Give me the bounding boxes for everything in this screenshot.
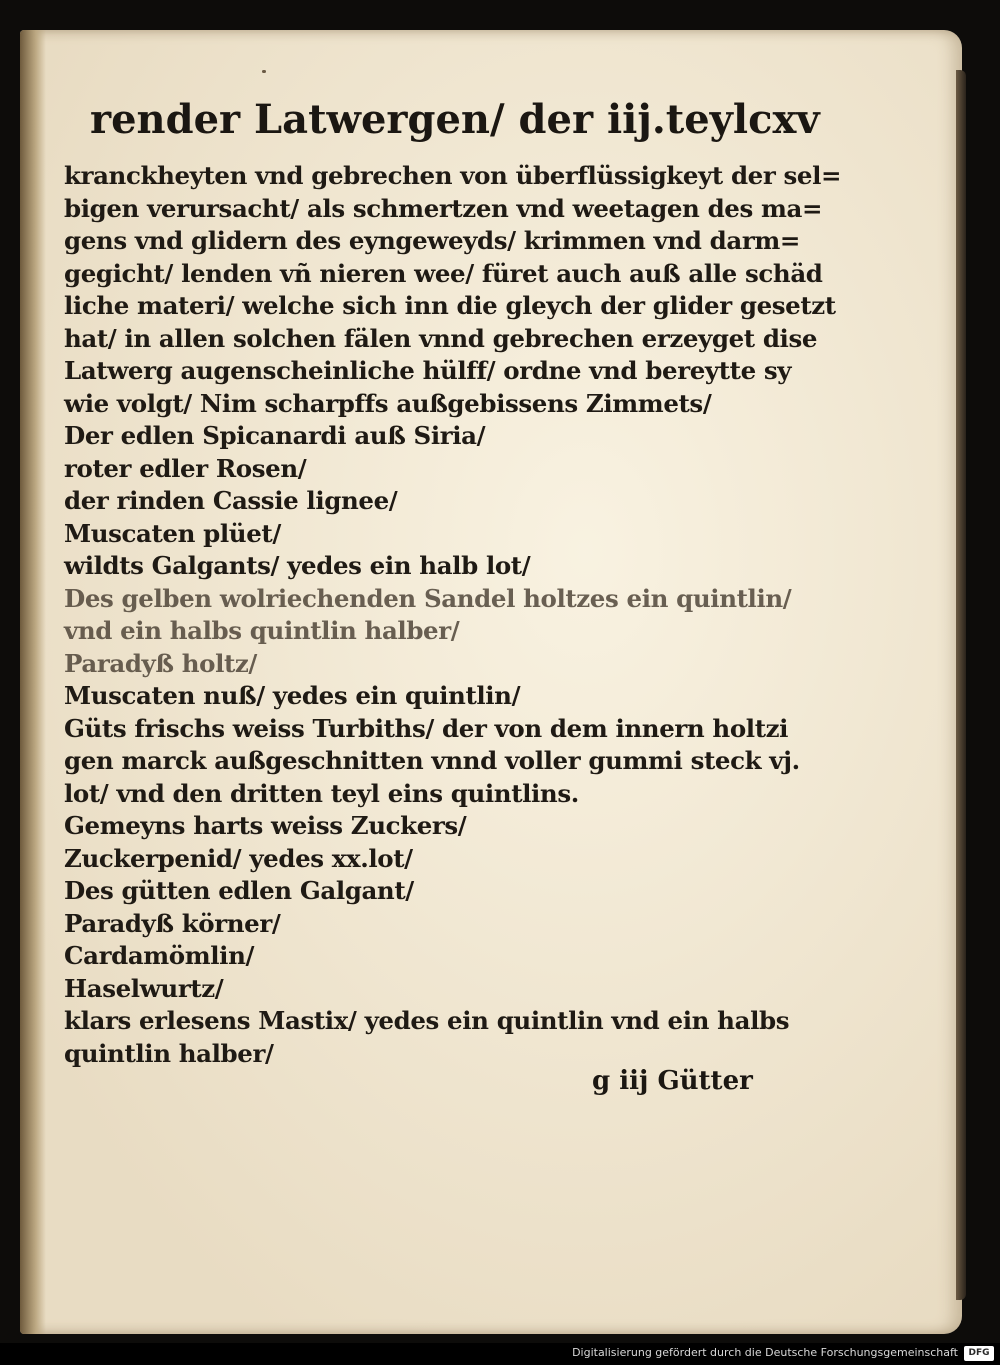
text-line: gens vnd glidern des eyngeweyds/ krimmen vnd darm=: [64, 226, 801, 255]
running-head-title: render Latwergen/ der iij.teyl: [90, 96, 749, 143]
dfg-logo[interactable]: DFG: [964, 1346, 994, 1361]
text-line: gen marck außgeschnitten vnnd voller gummi steck vj.: [64, 746, 800, 775]
text-line: Der edlen Spicanardi auß Siria/: [64, 421, 486, 450]
text-line: Des gütten edlen Galgant/: [64, 876, 414, 905]
text-line: kranckheyten vnd gebrechen von überflüssigkeyt der sel=: [64, 161, 842, 190]
text-line: wie volgt/ Nim scharpffs außgebissens Zimmets/: [64, 388, 712, 418]
page-gutter: [20, 30, 46, 1334]
text-line: liche materi/ welche sich inn die gleych der glider gesetzt: [64, 291, 836, 320]
footer-bar: [0, 1343, 1000, 1365]
text-line: vnd ein halbs quintlin halber/: [64, 616, 460, 645]
text-line: Haselwurtz/: [64, 973, 224, 1003]
text-line: Latwerg augenscheinliche hülff/ ordne vnd bereytte sy: [64, 356, 792, 385]
text-line: Paradyß körner/: [64, 908, 281, 938]
page-edge: [956, 70, 966, 1300]
text-line: lot/ vnd den dritten teyl eins quintlins.: [64, 778, 579, 808]
text-line: Güts frischs weiss Turbiths/ der von dem innern holtzi: [64, 713, 789, 743]
text-line: klars erlesens Mastix/ yedes ein quintlin vnd ein halbs: [64, 1006, 790, 1035]
text-line: Zuckerpenid/ yedes xx.lot/: [64, 843, 413, 873]
text-line: Gemeyns harts weiss Zuckers/: [64, 811, 467, 840]
folio-number: cxv: [748, 96, 820, 143]
text-line: gegicht/ lenden vñ nieren wee/ füret auch auß alle schäd: [64, 258, 823, 288]
text-line: quintlin halber/: [64, 1038, 274, 1068]
text-line: Cardamömlin/: [64, 941, 255, 970]
text-line: Paradyß holtz/: [64, 648, 257, 678]
text-line: der rinden Cassie lignee/: [64, 486, 398, 515]
text-line: bigen verursacht/ als schmertzen vnd weetagen des ma=: [64, 193, 823, 223]
ink-speck: [262, 70, 266, 73]
text-line: roter edler Rosen/: [64, 453, 307, 483]
text-line: Des gelben wolriechenden Sandel holtzes ein quintlin/: [64, 583, 792, 613]
text-body: [64, 160, 842, 1070]
text-line: Muscaten nuß/ yedes ein quintlin/: [64, 681, 521, 710]
signature-catchword: g iij Gütter: [592, 1066, 753, 1096]
text-line: wildts Galgants/ yedes ein halb lot/: [64, 551, 531, 580]
text-line: hat/ in allen solchen fälen vnnd gebrechen erzeyget dise: [64, 323, 818, 353]
footer-credit: Digitalisierung gefördert durch die Deutsche Forschungsgemeinschaft: [572, 1346, 958, 1359]
text-line: Muscaten plüet/: [64, 518, 281, 548]
running-head: [90, 96, 820, 143]
